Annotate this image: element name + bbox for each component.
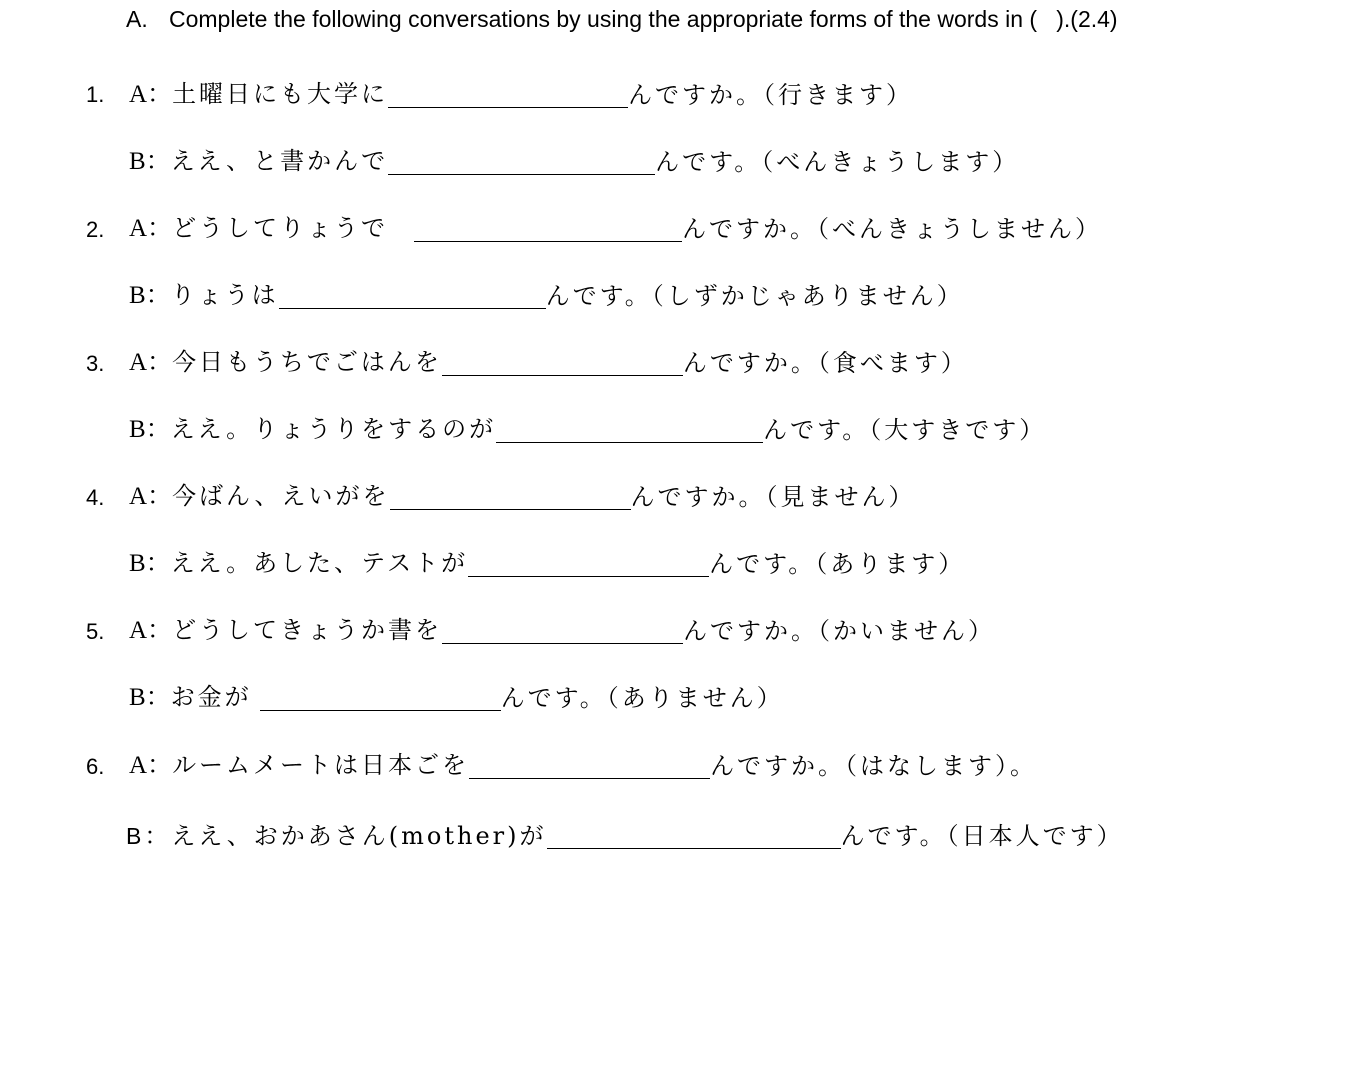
line-prefix bbox=[129, 409, 496, 445]
line-text-before: ええ、と書かんで bbox=[170, 147, 389, 175]
line-text-after: んですか。（行きます） bbox=[628, 81, 914, 109]
line-text-after: んです。（大すきです） bbox=[763, 416, 1047, 444]
dialogue-line-3b bbox=[129, 411, 1046, 445]
speaker-label: A： bbox=[129, 81, 173, 108]
answer-blank[interactable] bbox=[388, 81, 628, 108]
answer-blank[interactable] bbox=[260, 684, 501, 711]
dialogue-line-1b bbox=[129, 143, 1019, 177]
speaker-label: B： bbox=[129, 282, 171, 309]
dialogue-line-5a bbox=[129, 612, 995, 646]
speaker-label: A： bbox=[129, 483, 173, 510]
line-text-after: んです。（あります） bbox=[709, 550, 966, 578]
answer-blank[interactable] bbox=[390, 483, 631, 510]
question-number: 4. bbox=[86, 485, 105, 510]
question-number: 6. bbox=[86, 754, 105, 779]
line-text-before: どうしてりょうで bbox=[172, 214, 389, 242]
line-text-after: んですか。（かいません） bbox=[683, 617, 996, 645]
question-number: 5. bbox=[86, 619, 105, 644]
dialogue-line-1a bbox=[129, 76, 913, 110]
line-text-before: 今ばん、えいがを bbox=[172, 482, 390, 510]
line-prefix bbox=[129, 342, 442, 378]
speaker-label: B： bbox=[129, 148, 171, 175]
line-text-before: ：ええ、おかあさん(mother)が bbox=[144, 822, 547, 850]
line-text-after: んですか。（はなします）。 bbox=[710, 752, 1038, 780]
speaker-label: B： bbox=[129, 416, 171, 443]
dialogue-line-6b bbox=[126, 817, 1124, 851]
answer-blank[interactable] bbox=[442, 349, 683, 376]
line-text-after: んです。（ありません） bbox=[500, 684, 784, 712]
line-prefix bbox=[129, 476, 390, 512]
speaker-label: A： bbox=[129, 349, 173, 376]
line-text-before: ええ。りょうりをするのが bbox=[170, 415, 497, 443]
line-text-before: 土曜日にも大学に bbox=[172, 80, 389, 108]
line-text-before: ええ。あした、テストが bbox=[170, 549, 469, 577]
line-prefix bbox=[129, 275, 279, 311]
dialogue-line-4b bbox=[129, 545, 965, 579]
line-text-after: んですか。（食べます） bbox=[682, 349, 968, 377]
speaker-label: A： bbox=[129, 215, 173, 242]
dialogue-line-3a bbox=[129, 344, 968, 378]
dialogue-line-4a bbox=[129, 478, 916, 512]
answer-blank[interactable] bbox=[468, 550, 709, 577]
answer-blank[interactable] bbox=[496, 416, 763, 443]
speaker-label: B： bbox=[129, 684, 171, 711]
line-prefix bbox=[129, 745, 469, 781]
question-number: 2. bbox=[86, 217, 105, 242]
answer-blank[interactable] bbox=[442, 617, 683, 644]
speaker-label: A： bbox=[129, 617, 173, 644]
line-text-after: んです。（べんきょうします） bbox=[655, 148, 1020, 176]
dialogue-line-2b bbox=[129, 277, 964, 311]
dialogue-line-6a bbox=[129, 747, 1037, 781]
question-number: 1. bbox=[86, 82, 105, 107]
line-text-before: りょうは bbox=[170, 281, 279, 309]
line-text-after: んですか。（べんきょうしません） bbox=[682, 215, 1103, 243]
line-prefix bbox=[129, 610, 442, 646]
exercise-heading bbox=[126, 6, 1118, 33]
line-text-after: んですか。（見ません） bbox=[630, 483, 916, 511]
section-letter: A. bbox=[126, 6, 148, 32]
line-prefix bbox=[129, 141, 388, 177]
line-prefix bbox=[126, 816, 547, 851]
dialogue-line-2a bbox=[129, 210, 1102, 244]
line-prefix bbox=[129, 74, 388, 110]
speaker-label: B： bbox=[129, 550, 171, 577]
line-text-after: んです。（日本人です） bbox=[840, 822, 1124, 850]
answer-blank[interactable] bbox=[414, 215, 682, 242]
line-text-before: 今日もうちでごはんを bbox=[172, 348, 442, 376]
speaker-label: B bbox=[126, 823, 145, 849]
answer-blank[interactable] bbox=[388, 148, 655, 175]
instruction-text: Complete the following conversations by using the appropriate forms of the words in ( ).(2.4) bbox=[169, 6, 1118, 32]
line-text-before: ルームメートは日本ごを bbox=[172, 751, 470, 779]
answer-blank[interactable] bbox=[279, 282, 546, 309]
line-prefix bbox=[129, 543, 468, 579]
line-text-after: んです。（しずかじゃありません） bbox=[545, 282, 964, 310]
line-text-before: どうしてきょうか書を bbox=[172, 616, 443, 644]
line-prefix bbox=[129, 208, 388, 244]
line-prefix bbox=[129, 677, 252, 713]
dialogue-line-5b bbox=[129, 679, 784, 713]
line-text-before: お金が bbox=[170, 683, 252, 711]
answer-blank[interactable] bbox=[547, 822, 841, 849]
answer-blank[interactable] bbox=[469, 752, 710, 779]
speaker-label: A： bbox=[129, 752, 173, 779]
question-number: 3. bbox=[86, 351, 105, 376]
